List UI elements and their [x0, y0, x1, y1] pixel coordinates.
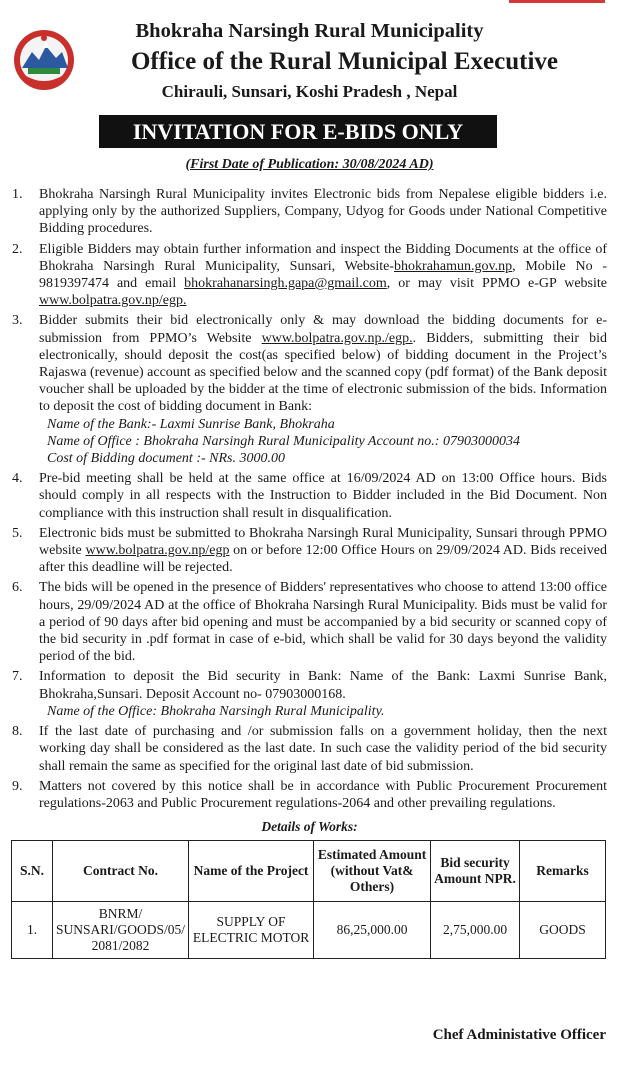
notice-banner: INVITATION FOR E-BIDS ONLY	[99, 115, 497, 148]
email-link[interactable]: bhokrahanarsingh.gapa@gmail.com	[184, 276, 387, 292]
bolpatra-link[interactable]: www.bolpatra.gov.np/egp	[85, 543, 230, 559]
ppmo-link[interactable]: www.bolpatra.gov.np./egp.	[261, 330, 413, 346]
notice-item-8	[12, 723, 607, 775]
publication-date: (First Date of Publication: 30/08/2024 AD)	[185, 157, 434, 172]
item-text: on or before 12:00 Office Hours on 29/09/2024 AD. Bids received after this deadline will be rejected.	[39, 543, 607, 576]
signature-line: Chef Administative Officer	[432, 1027, 606, 1043]
cell-contract: BNRM/ SUNSARI/GOODS/05/ 2081/2082	[53, 902, 189, 959]
item-text: The bids will be opened in the presence of Bidders' representatives who choose to attend 13:00 office hours, 29/09/2024 AD at the office of Bhokraha Narsingh Rural Municipality. Bids must be valid for a period of 90 days after bid opening and must be accompanied by a bid security or scanned copy of the bid security in .pdf format in case of e-bid, which shall be valid for 30 days beyond the validity period of the bid.	[39, 580, 607, 665]
table-header-row	[12, 841, 606, 902]
item-text: Bidder submits their bid electronically only & may download the bidding documents for e-submission from PPMO’s Website	[39, 313, 607, 346]
item-number: 8.	[12, 724, 23, 740]
item-text: Bhokraha Narsingh Rural Municipality invites Electronic bids from Nepalese eligible bidders i.e. applying only by the authorized Suppliers, Company, Udyog for Goods under National Competitive Bidding procedures.	[39, 187, 607, 237]
header-security: Bid security Amount NPR.	[431, 841, 520, 902]
cell-project: SUPPLY OF ELECTRIC MOTOR	[189, 902, 314, 959]
item-text: Electronic bids must be submitted to Bhokraha Narsingh Rural Municipality, Sunsari through PPMO website	[39, 525, 607, 559]
website-link[interactable]: bhokrahamun.gov.np	[394, 258, 513, 274]
notice-item-1	[12, 186, 607, 238]
municipality-name: Bhokraha Narsingh Rural Municipality	[135, 20, 484, 42]
notice-item-2	[12, 241, 607, 310]
works-table	[11, 840, 606, 959]
item-text: , Mobile No - 9819397474 and email	[39, 258, 607, 292]
header-contract: Contract No.	[53, 841, 189, 902]
header-project: Name of the Project	[189, 841, 314, 902]
document-cost-line: Cost of Bidding document :- NRs. 3000.00	[47, 451, 285, 467]
works-title: Details of Works:	[261, 819, 358, 835]
notice-item-5	[12, 525, 607, 577]
item-number: 1.	[12, 187, 23, 202]
header-amount: Estimated Amount (without Vat& Others)	[314, 841, 431, 902]
office-address: Chirauli, Sunsari, Koshi Pradesh , Nepal	[161, 82, 458, 101]
notice-item-4	[12, 470, 607, 522]
item-number: 4.	[12, 471, 23, 487]
item-text: Pre-bid meeting shall be held at the same office at 16/09/2024 AD on 13:00 Office hours. Bids should comply in all respects with the Instruction to Bidder included in the Bid Document. Non compliance with this instruction shall result in disqualification.	[39, 471, 607, 521]
cell-sn: 1.	[12, 902, 53, 959]
header-remarks: Remarks	[520, 841, 606, 902]
office-account-line: Name of Office : Bhokraha Narsingh Rural Municipality Account no.: 07903000034	[47, 433, 520, 449]
notice-item-6	[12, 579, 607, 665]
egp-link[interactable]: www.bolpatra.gov.np/egp.	[39, 293, 187, 309]
table-row	[12, 902, 606, 959]
item-text: Matters not covered by this notice shall be in accordance with Public Procurement Procurement regulations-2063 and Public Procurement regulations-2064 and other prevailing regulations.	[39, 778, 607, 811]
item-text: If the last date of purchasing and /or submission falls on a government holiday, then the next working day shall be considered as the last date. In such case the validity period of the bid security shall remain the same as specified for the original last date of bid submission.	[39, 724, 607, 774]
item-number: 3.	[12, 313, 23, 329]
office-name: Office of the Rural Municipal Executive	[130, 48, 558, 75]
header-sn: S.N.	[12, 841, 53, 902]
cell-security: 2,75,000.00	[431, 902, 520, 959]
item-number: 2.	[12, 241, 23, 257]
deposit-office-line: Name of the Office: Bhokraha Narsingh Rural Municipality.	[47, 703, 385, 719]
bank-name-line: Name of the Bank:- Laxmi Sunrise Bank, Bhokraha	[47, 416, 335, 432]
item-text: Information to deposit the Bid security in Bank: Name of the Bank: Laxmi Sunrise Bank, Bhokraha,Sunsari. Deposit Account no- 07903000168.	[39, 669, 607, 702]
item-number: 6.	[12, 580, 23, 596]
notice-item-3	[12, 312, 607, 467]
item-text: . Bidders, submitting their bid electronically, should deposit the cost(as specified below) of bidding document in the Project’s Rajaswa (revenue) account as specified below and the scanned copy (pdf format) of the Bank deposit voucher shall be uploaded by the bidder at the time of electronic submission of the bids. Information to deposit the cost of bidding document in Bank:	[39, 330, 607, 415]
cell-remarks: GOODS	[520, 902, 606, 959]
item-text: Eligible Bidders may obtain further information and inspect the Bidding Documents at the office of Bhokraha Narsingh Rural Municipality, Sunsari, Website-	[39, 241, 607, 274]
notice-items	[12, 186, 607, 959]
cell-amount: 86,25,000.00	[314, 902, 431, 959]
notice-item-9	[12, 778, 607, 812]
document-header	[0, 0, 619, 108]
notice-item-7	[12, 668, 607, 720]
item-number: 5.	[12, 525, 23, 541]
item-number: 9.	[12, 778, 23, 794]
item-number: 7.	[12, 669, 23, 685]
item-text: , or may visit PPMO e-GP website	[386, 276, 607, 292]
